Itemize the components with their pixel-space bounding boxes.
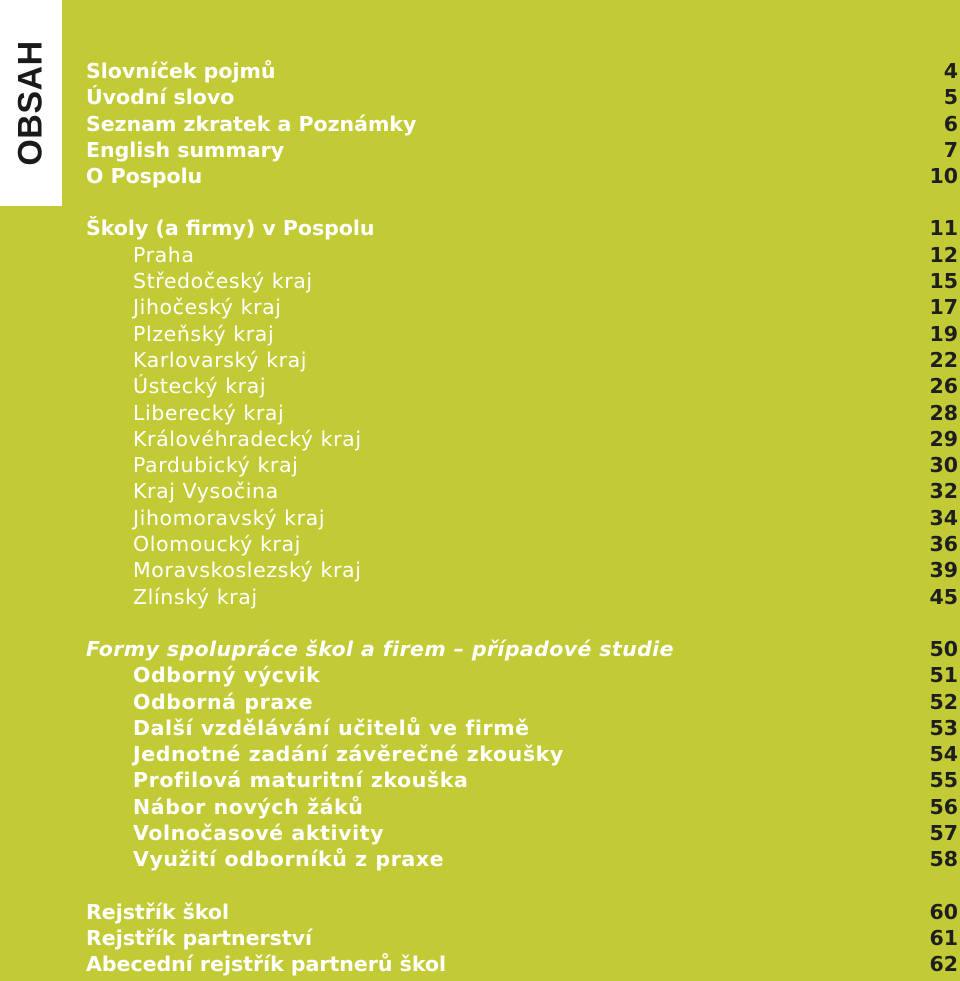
toc-subentry[interactable] [86,347,958,373]
toc-entry-label: Využití odborníků z praxe [133,847,445,872]
toc-subentry[interactable] [86,846,958,872]
toc-subentry[interactable] [86,741,958,767]
toc-entry-label: Liberecký kraj [133,400,285,425]
toc-entry-page: 58 [929,847,958,872]
toc-entry-label: Rejstřík škol [86,899,230,924]
toc-subentry[interactable] [86,321,958,347]
toc-entry-page: 15 [929,269,958,294]
toc-entry-label: Kraj Vysočina [133,479,279,504]
toc-entry-school-register[interactable] [86,899,958,925]
toc-subentry[interactable] [86,294,958,320]
toc-section-heading-case-studies[interactable] [86,636,958,662]
toc-entry-label: Zlínský kraj [133,584,258,609]
toc-entry-label: Odborný výcvik [133,663,321,688]
toc-subentry[interactable] [86,584,958,610]
toc-entry-label: Formy spolupráce škol a firem – případové studie [86,636,674,661]
toc-entry-label: Jihomoravský kraj [133,505,326,530]
toc-entry-page: 4 [943,59,958,83]
toc-entry-label: Odborná praxe [133,689,314,714]
side-tab-label: OBSAH [11,40,50,166]
toc-subentry[interactable] [86,268,958,294]
toc-entry-page: 57 [929,821,958,846]
toc-entry-label: Jihočeský kraj [133,295,282,320]
toc-entry-page: 52 [929,689,958,714]
toc-subentry[interactable] [86,478,958,504]
toc-entry-page: 60 [929,899,958,924]
section-gap [86,610,958,636]
toc-entry-page: 36 [929,532,958,557]
side-tab [0,0,62,206]
toc-entry-page: 29 [929,426,958,451]
toc-entry-page: 17 [929,295,958,320]
toc-entry-page: 39 [929,558,958,583]
toc-entry-label: Profilová maturitní zkouška [133,768,469,793]
toc-subentry[interactable] [86,400,958,426]
toc-entry-label: Školy (a firmy) v Pospolu [86,216,375,241]
toc-entry-page: 32 [929,479,958,504]
toc-entry-page: 12 [929,242,958,267]
toc-entry-page: 62 [929,952,958,977]
toc-subentry[interactable] [86,452,958,478]
toc-entry-page: 6 [943,111,958,136]
toc-subentry[interactable] [86,820,958,846]
toc-entry-page: 53 [929,715,958,740]
toc-entry-page: 5 [943,85,958,110]
toc-entry-label: English summary [86,137,285,162]
toc-entry-partner-index[interactable] [86,951,958,977]
toc-entry-partnership-register[interactable] [86,925,958,951]
section-gap [86,873,958,899]
toc-entry-page: 45 [929,584,958,609]
toc-entry-label: Další vzdělávání učitelů ve firmě [133,715,530,740]
toc-entry-page: 61 [929,925,958,950]
toc-entry-page: 7 [943,137,958,162]
toc-entry-label: Volnočasové aktivity [133,821,385,846]
toc-entry-label: Moravskoslezský kraj [133,558,362,583]
toc-entry-label: Karlovarský kraj [133,347,308,372]
toc-subentry[interactable] [86,767,958,793]
toc-entry-page: 19 [929,321,958,346]
toc-entry-english-summary[interactable] [86,137,958,163]
toc-subentry[interactable] [86,531,958,557]
toc-entry-label: Středočeský kraj [133,269,313,294]
section-gap [86,189,958,215]
toc-entry-page: 34 [929,505,958,530]
toc-entry-page: 28 [929,400,958,425]
toc-entry-page: 54 [929,742,958,767]
toc-entry-label: O Pospolu [86,164,203,189]
toc-entry-label: Abecední rejstřík partnerů škol [86,952,447,977]
toc-subentry[interactable] [86,242,958,268]
toc-entry-page: 30 [929,453,958,478]
toc-subentry[interactable] [86,373,958,399]
toc-entry-about-pospolu[interactable] [86,163,958,189]
toc-subentry[interactable] [86,794,958,820]
toc-entry-glossary[interactable] [86,58,958,84]
toc-entry-page: 50 [929,636,958,661]
toc-entry-page: 51 [929,663,958,688]
toc-subentry[interactable] [86,426,958,452]
toc-subentry[interactable] [86,662,958,688]
toc-subentry[interactable] [86,505,958,531]
toc-entry-page: 55 [929,768,958,793]
toc-entry-label: Jednotné zadání závěrečné zkoušky [133,742,564,767]
toc-entry-label: Nábor nových žáků [133,794,364,819]
table-of-contents [86,58,958,978]
toc-entry-page: 26 [929,374,958,399]
toc-entry-page: 56 [929,794,958,819]
toc-section-heading-schools[interactable] [86,215,958,241]
toc-entry-label: Olomoucký kraj [133,532,301,557]
toc-subentry[interactable] [86,689,958,715]
toc-entry-label: Slovníček pojmů [86,59,276,83]
toc-entry-label: Seznam zkratek a Poznámky [86,111,417,136]
toc-entry-label: Praha [133,242,195,267]
toc-subentry[interactable] [86,715,958,741]
toc-entry-page: 11 [929,216,958,241]
toc-entry-abbreviations[interactable] [86,111,958,137]
toc-entry-page: 10 [929,164,958,189]
toc-subentry[interactable] [86,557,958,583]
toc-entry-label: Královéhradecký kraj [133,426,362,451]
toc-entry-label: Pardubický kraj [133,453,299,478]
toc-entry-label: Rejstřík partnerství [86,925,313,950]
toc-entry-label: Plzeňský kraj [133,321,275,346]
toc-entry-label: Ústecký kraj [133,374,267,399]
toc-entry-page: 22 [929,347,958,372]
toc-entry-foreword[interactable] [86,84,958,110]
toc-entry-label: Úvodní slovo [86,85,235,110]
